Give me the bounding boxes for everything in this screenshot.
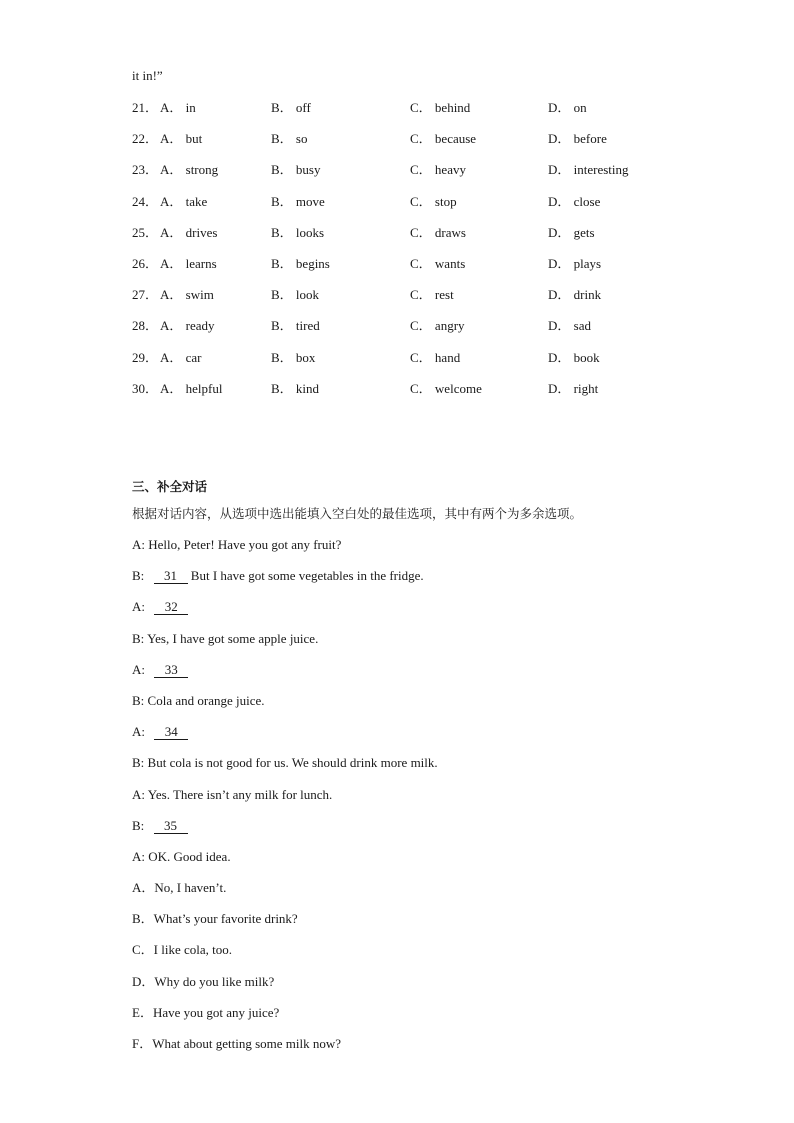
- section-heading: 三、补全对话: [132, 479, 208, 494]
- option-a: A． ready: [160, 318, 215, 334]
- speaker-label: B:: [132, 630, 145, 646]
- dialogue-text: Yes, I have got some apple juice.: [147, 630, 319, 646]
- speaker-label: B:: [132, 817, 145, 833]
- dialogue-line: [132, 754, 438, 772]
- option-b: B． box: [271, 349, 316, 365]
- option-c: C． behind: [410, 100, 471, 115]
- option-a: A． take: [160, 193, 208, 209]
- continuation-text: it in!”: [132, 68, 163, 83]
- answer-blank[interactable]: 34: [154, 724, 188, 740]
- dialogue-line: [132, 786, 332, 804]
- choice-item: F．What about getting some milk now?: [132, 1036, 342, 1051]
- option-b: B． off: [271, 100, 311, 115]
- option-b: B． looks: [271, 224, 325, 240]
- dialogue-line: [132, 723, 188, 741]
- speaker-label: A:: [132, 849, 145, 864]
- option-a: A． strong: [160, 162, 219, 178]
- option-c: C． heavy: [410, 162, 466, 178]
- choice-item: C．I like cola, too.: [132, 942, 233, 958]
- question-number: 29．: [132, 349, 159, 365]
- question-number: 28．: [132, 318, 159, 334]
- option-d: D． sad: [548, 318, 591, 334]
- choice-item: E．Have you got any juice?: [132, 1004, 280, 1020]
- dialogue-line: [132, 536, 341, 554]
- option-c: C． angry: [410, 318, 465, 334]
- option-a: A． helpful: [160, 380, 223, 396]
- dialogue-text: Hello, Peter! Have you got any fruit?: [148, 537, 342, 552]
- option-d: D． before: [548, 131, 607, 147]
- option-d: D． plays: [548, 256, 602, 271]
- option-b: B． look: [271, 287, 320, 303]
- question-number: 23．: [132, 162, 159, 178]
- option-d: D． close: [548, 193, 601, 209]
- option-d: D． right: [548, 380, 599, 396]
- dialogue-line: [132, 630, 318, 648]
- answer-blank[interactable]: 32: [154, 599, 188, 615]
- speaker-label: A:: [132, 661, 145, 677]
- question-number: 21．: [132, 100, 159, 115]
- question-number: 25．: [132, 224, 159, 240]
- option-a: A． drives: [160, 224, 218, 240]
- option-c: C． welcome: [410, 380, 482, 396]
- answer-blank[interactable]: 31: [154, 568, 188, 584]
- dialogue-line: [132, 817, 188, 835]
- question-number: 26．: [132, 256, 159, 271]
- option-b: B． so: [271, 131, 308, 147]
- option-c: C． hand: [410, 349, 461, 365]
- dialogue-line: [132, 661, 188, 679]
- speaker-label: B:: [132, 755, 145, 771]
- question-number: 24．: [132, 193, 159, 209]
- option-c: C． wants: [410, 256, 466, 271]
- dialogue-text: Yes. There isn’t any milk for lunch.: [147, 786, 333, 802]
- option-a: A． but: [160, 131, 203, 147]
- option-a: A． in: [160, 100, 196, 115]
- option-d: D． drink: [548, 287, 602, 303]
- question-number: 22．: [132, 131, 159, 147]
- dialogue-line: [132, 692, 265, 710]
- option-c: C． stop: [410, 193, 457, 209]
- answer-blank[interactable]: 33: [154, 662, 188, 678]
- section-instruction: 根据对话内容，从选项中选出能填入空白处的最佳选项，其中有两个为多余选项。: [132, 506, 583, 521]
- dialogue-text: Cola and orange juice.: [147, 693, 265, 708]
- dialogue-text: But cola is not good for us. We should drink more milk.: [147, 755, 438, 771]
- option-d: D． interesting: [548, 162, 629, 178]
- choice-item: A．No, I haven’t.: [132, 880, 227, 895]
- dialogue-text: But I have got some vegetables in the fridge.: [190, 568, 424, 584]
- option-b: B． move: [271, 193, 325, 209]
- speaker-label: A:: [132, 599, 145, 615]
- option-d: D． book: [548, 349, 600, 365]
- option-d: D． on: [548, 100, 587, 115]
- answer-blank[interactable]: 35: [154, 818, 188, 834]
- dialogue-line: [132, 598, 188, 616]
- speaker-label: A:: [132, 724, 145, 740]
- dialogue-line: [132, 848, 231, 866]
- option-d: D． gets: [548, 224, 595, 240]
- choice-item: B．What’s your favorite drink?: [132, 911, 298, 927]
- question-number: 27．: [132, 287, 159, 303]
- speaker-label: B:: [132, 693, 145, 708]
- dialogue-line: [132, 567, 424, 585]
- option-c: C． draws: [410, 224, 466, 240]
- option-b: B． tired: [271, 318, 320, 334]
- choice-item: D．Why do you like milk?: [132, 973, 275, 989]
- option-a: A． learns: [160, 256, 217, 271]
- option-a: A． car: [160, 349, 202, 365]
- question-number: 30．: [132, 380, 159, 396]
- option-b: B． kind: [271, 380, 320, 396]
- speaker-label: A:: [132, 537, 145, 552]
- option-a: A． swim: [160, 287, 214, 303]
- dialogue-text: OK. Good idea.: [148, 849, 231, 864]
- speaker-label: B:: [132, 568, 145, 584]
- option-b: B． begins: [271, 256, 330, 271]
- option-b: B． busy: [271, 162, 321, 178]
- option-c: C． rest: [410, 287, 454, 303]
- option-c: C． because: [410, 131, 477, 147]
- speaker-label: A:: [132, 786, 145, 802]
